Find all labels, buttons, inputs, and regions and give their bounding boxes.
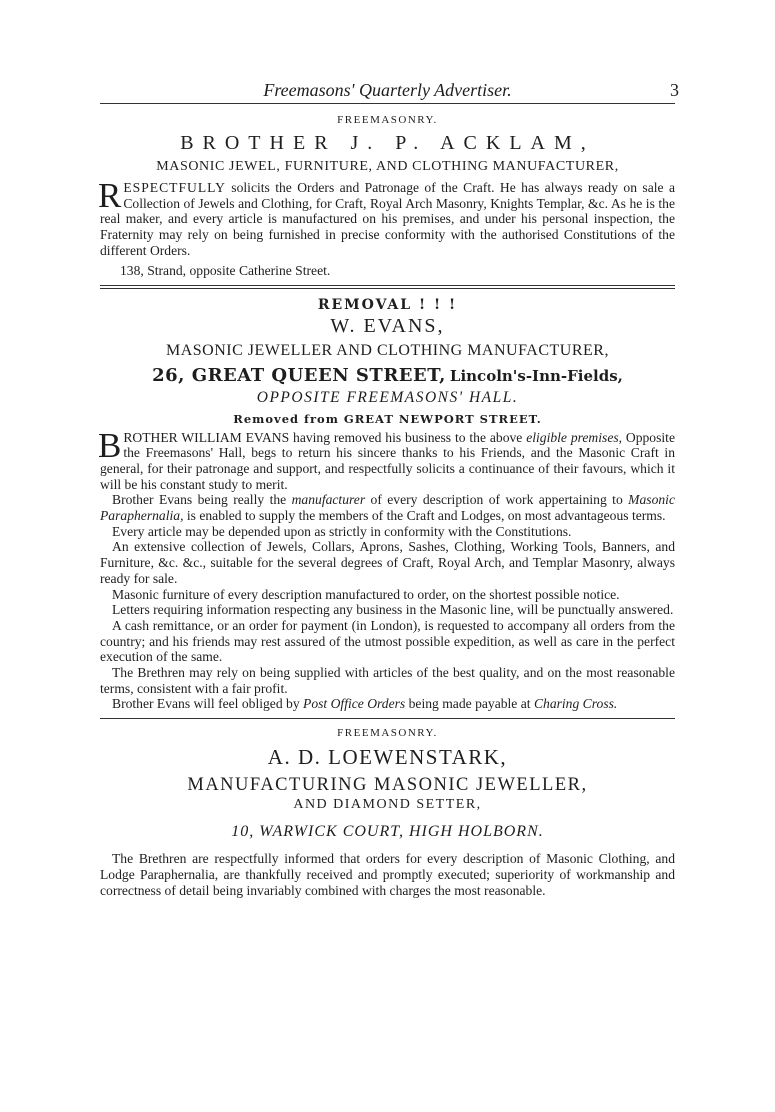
ad3-name: A. D. LOEWENSTARK, [267, 745, 508, 770]
ad2-p2-text-c: , is enabled to supply the members of the Craft and Lodges, on most advantageous terms. [180, 508, 666, 524]
ad2-p1-italic: eligible premises [526, 429, 619, 445]
ad2-dropcap: B [98, 425, 122, 465]
ad1-dropcap: R [98, 176, 122, 215]
ad1-body-text: solicits the Orders and Patronage of the Craft. He has always ready on sale a Collection of Jewels and Clothing, for Craft, Royal Arch Masonry, Knights Templar, &c. As he is the real maker, and every article is manufactured on his premises, and under his personal inspection, the Fraternity may rely on being furnished in precise conformity with the authorised Constitutions of the different Orders. [100, 180, 675, 258]
ad2-address-number: 26, GREAT QUEEN STREET, [152, 364, 446, 386]
ad1-kicker: FREEMASONRY. [337, 114, 438, 126]
ad2-removed: Removed from GREAT NEWPORT STREET. [233, 411, 542, 426]
ad2-kicker: REMOVAL ! ! ! [317, 296, 458, 313]
ad1-trade: MASONIC JEWEL, FURNITURE, AND CLOTHING MANUFACTURER, [156, 159, 619, 174]
ad2-opposite: OPPOSITE FREEMASONS' HALL. [256, 388, 519, 406]
page-number: 3 [670, 80, 679, 100]
ad2-p9-text-a: Brother Evans will feel obliged by [112, 696, 304, 712]
ad2-paragraph-8: The Brethren may rely on being supplied with articles of the best quality, and on the most reasonable terms, consistent with a fair profit. [100, 665, 675, 696]
ad2-paragraph-6: Letters requiring information respecting any business in the Masonic line, will be punctually answered. [112, 602, 674, 618]
ad2-address-place: Lincoln's-Inn-Fields, [449, 366, 623, 385]
ad2-p9-italic-1: Post Office Orders [303, 696, 406, 712]
ad2-p2-text-b: of every description of work appertaining to [365, 492, 629, 508]
ad2-p2-italic-1: manufacturer [291, 492, 366, 508]
running-title: Freemasons' Quarterly Advertiser. [263, 80, 512, 100]
ad2-p2-text-a: Brother Evans being really the [112, 492, 292, 508]
page [98, 0, 679, 898]
ad1-name: BROTHER J. P. ACKLAM, [180, 132, 595, 154]
ad3-kicker: FREEMASONRY. [337, 727, 438, 740]
ad1-address: 138, Strand, opposite Catherine Street. [120, 262, 331, 278]
ad2-paragraph-3: Every article may be depended upon as strictly in conformity with the Constitutions. [112, 523, 572, 539]
ad1-lead: ESPECTFULLY [123, 180, 226, 195]
ad3-address: 10, WARWICK COURT, HIGH HOLBORN. [231, 823, 544, 841]
ad2-paragraph-5: Masonic furniture of every description manufactured to order, on the shortest possible notice. [112, 586, 620, 602]
advert-evans [100, 297, 675, 713]
ad3-body: The Brethren are respectfully informed that orders for every description of Masonic Clothing, and Lodge Paraphernalia, are thankfully received and promptly executed; superiority of workmanship and correctness of detail being invariably combined with charges the most reasonable. [100, 851, 675, 898]
ad2-p1-text-a: ROTHER WILLIAM EVANS having removed his business to the above [123, 429, 527, 445]
divider-2 [100, 718, 675, 719]
ad2-paragraph-4: An extensive collection of Jewels, Collars, Aprons, Sashes, Clothing, Working Tools, Banners, and Furniture, &c. &c., suitable for the several degrees of Craft, Royal Arch, and Templar Masonry, always ready for sale. [100, 539, 675, 586]
ad2-paragraph-7: A cash remittance, or an order for payment (in London), is requested to accompany all orders from the country; and his friends may rest assured of the utmost possible expedition, as well as care in the perfect execution of the same. [100, 617, 675, 665]
ad2-p1-text-b: , Opposite the Freemasons' Hall, begs to return his sincere thanks to his Friends, and the Masonic Craft in general, for their patronage and support, and respectfully solicits a continuance of their favours, which it will be his constant study to merit. [100, 429, 675, 492]
ad3-trade-2: AND DIAMOND SETTER, [293, 797, 482, 813]
ad2-body [98, 425, 675, 713]
ad2-paragraph-2 [100, 492, 675, 523]
ad2-p2-italic-2: Masonic Paraphernalia [100, 492, 675, 524]
ad1-body [98, 176, 675, 259]
ad3-trade-1: MANUFACTURING MASONIC JEWELLER, [187, 775, 588, 796]
divider-1 [100, 285, 675, 289]
advert-acklam [100, 114, 675, 279]
ad2-paragraph-1 [98, 425, 675, 493]
ad2-trade: MASONIC JEWELLER AND CLOTHING MANUFACTURER, [166, 341, 609, 359]
advert-loewenstark [100, 727, 675, 898]
ad2-p9-italic-2: Charing Cross. [533, 696, 618, 712]
ad2-name: W. EVANS, [330, 314, 445, 337]
running-head [100, 80, 679, 110]
ad2-paragraph-9 [100, 696, 675, 712]
ad2-address [100, 365, 675, 386]
ad2-p9-text-b: being made payable at [405, 696, 534, 712]
